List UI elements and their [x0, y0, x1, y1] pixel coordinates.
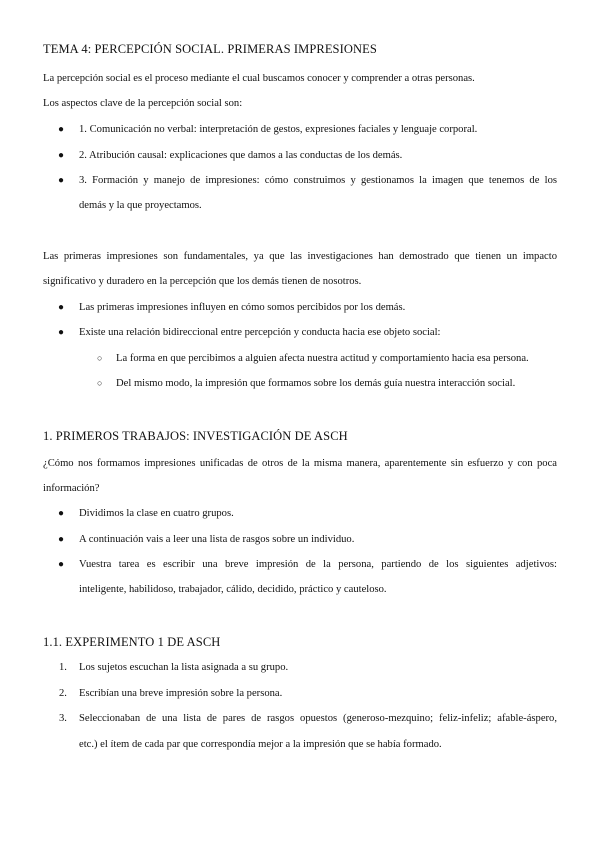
first-impressions-sub-bullet: La forma en que percibimos a alguien afecta nuestra actitud y comportamiento hacia esa persona. [116, 353, 529, 364]
bullet-icon: ● [58, 150, 65, 161]
section-1-bullet: Dividimos la clase en cuatro grupos. [79, 508, 234, 519]
list-number: 1. [59, 662, 67, 673]
list-number: 3. [59, 713, 67, 724]
experiment-step: Seleccionaban de una lista de pares de rasgos opuestos (generoso-mezquino; feliz-infeliz; afable-áspero, [79, 713, 557, 724]
page-title: TEMA 4: PERCEPCIÓN SOCIAL. PRIMERAS IMPRESIONES [43, 42, 377, 56]
list-number: 2. [59, 688, 67, 699]
section-1-heading: 1. PRIMEROS TRABAJOS: INVESTIGACIÓN DE ASCH [43, 429, 348, 443]
section-1-bullet: Vuestra tarea es escribir una breve impresión de la persona, partiendo de los siguientes adjetivos: [79, 559, 557, 570]
intro-definition: La percepción social es el proceso mediante el cual buscamos conocer y comprender a otras personas. [43, 73, 475, 84]
first-impressions-paragraph: Las primeras impresiones son fundamentales, ya que las investigaciones han demostrado que tienen un impacto [43, 251, 557, 262]
section-1-bullet-continuation: inteligente, habilidoso, trabajador, cálido, decidido, práctico y cauteloso. [79, 584, 387, 595]
aspect-item: 2. Atribución causal: explicaciones que damos a las conductas de los demás. [79, 150, 403, 161]
aspect-item-continuation: demás y la que proyectamos. [79, 200, 202, 211]
first-impressions-sub-bullet: Del mismo modo, la impresión que formamos sobre los demás guía nuestra interacción social. [116, 378, 516, 389]
section-1-1-heading: 1.1. EXPERIMENTO 1 DE ASCH [43, 635, 221, 649]
bullet-icon: ● [58, 175, 65, 186]
aspect-item: 3. Formación y manejo de impresiones: cómo construimos y gestionamos la imagen que tenemos de los [79, 175, 557, 186]
experiment-step-continuation: etc.) el ítem de cada par que correspondía mejor a la impresión que se había formado. [79, 739, 442, 750]
bullet-icon: ● [58, 302, 65, 313]
bullet-icon: ● [58, 508, 65, 519]
first-impressions-paragraph-cont: significativo y duradero en la percepción que los demás tienen de nosotros. [43, 276, 362, 287]
sub-bullet-icon: ○ [97, 378, 103, 388]
bullet-icon: ● [58, 124, 65, 135]
experiment-step: Los sujetos escuchan la lista asignada a su grupo. [79, 662, 289, 673]
aspect-item: 1. Comunicación no verbal: interpretación de gestos, expresiones faciales y lenguaje corporal. [79, 124, 478, 135]
bullet-icon: ● [58, 559, 65, 570]
first-impressions-bullet: Existe una relación bidireccional entre percepción y conducta hacia ese objeto social: [79, 327, 441, 338]
first-impressions-bullet: Las primeras impresiones influyen en cómo somos percibidos por los demás. [79, 302, 406, 313]
sub-bullet-icon: ○ [97, 353, 103, 363]
experiment-step: Escribían una breve impresión sobre la persona. [79, 688, 283, 699]
section-1-question: ¿Cómo nos formamos impresiones unificadas de otros de la misma manera, aparentemente sin esfuerzo y con poca [43, 458, 557, 469]
intro-key-aspects: Los aspectos clave de la percepción social son: [43, 98, 243, 109]
bullet-icon: ● [58, 327, 65, 338]
bullet-icon: ● [58, 534, 65, 545]
section-1-question-cont: información? [43, 483, 100, 494]
section-1-bullet: A continuación vais a leer una lista de rasgos sobre un individuo. [79, 534, 355, 545]
